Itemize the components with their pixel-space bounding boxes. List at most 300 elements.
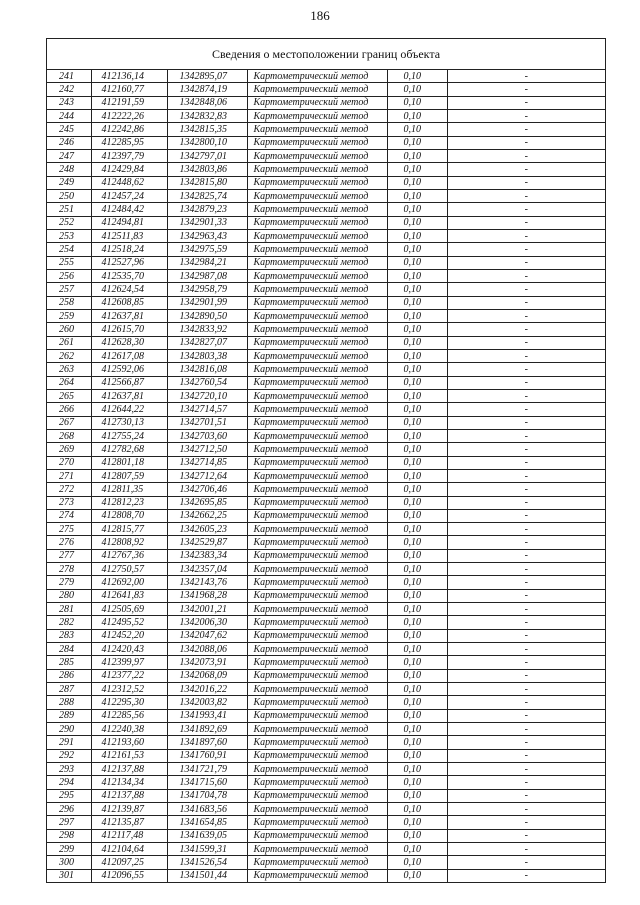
x-coordinate-cell: 412750,57 bbox=[91, 563, 167, 576]
accuracy-cell: 0,10 bbox=[387, 576, 447, 589]
y-coordinate-cell: 1342016,22 bbox=[167, 683, 247, 696]
table-row bbox=[47, 603, 605, 616]
table-row bbox=[47, 696, 605, 709]
y-coordinate-cell: 1342088,06 bbox=[167, 643, 247, 656]
method-cell: Картометрический метод bbox=[247, 296, 387, 309]
point-number-cell: 247 bbox=[47, 149, 91, 162]
coordinates-table bbox=[47, 70, 605, 882]
note-cell: - bbox=[447, 389, 605, 402]
x-coordinate-cell: 412566,87 bbox=[91, 376, 167, 389]
table-row bbox=[47, 70, 605, 83]
point-number-cell: 253 bbox=[47, 229, 91, 242]
y-coordinate-cell: 1341715,60 bbox=[167, 776, 247, 789]
method-cell: Картометрический метод bbox=[247, 549, 387, 562]
x-coordinate-cell: 412420,43 bbox=[91, 643, 167, 656]
point-number-cell: 281 bbox=[47, 603, 91, 616]
table-row bbox=[47, 576, 605, 589]
accuracy-cell: 0,10 bbox=[387, 216, 447, 229]
method-cell: Картометрический метод bbox=[247, 669, 387, 682]
x-coordinate-cell: 412637,81 bbox=[91, 309, 167, 322]
point-number-cell: 266 bbox=[47, 403, 91, 416]
accuracy-cell: 0,10 bbox=[387, 603, 447, 616]
y-coordinate-cell: 1341501,44 bbox=[167, 869, 247, 882]
accuracy-cell: 0,10 bbox=[387, 403, 447, 416]
note-cell: - bbox=[447, 669, 605, 682]
point-number-cell: 298 bbox=[47, 829, 91, 842]
y-coordinate-cell: 1342901,99 bbox=[167, 296, 247, 309]
accuracy-cell: 0,10 bbox=[387, 843, 447, 856]
point-number-cell: 273 bbox=[47, 496, 91, 509]
accuracy-cell: 0,10 bbox=[387, 376, 447, 389]
y-coordinate-cell: 1342815,35 bbox=[167, 123, 247, 136]
note-cell: - bbox=[447, 523, 605, 536]
y-coordinate-cell: 1342816,08 bbox=[167, 363, 247, 376]
method-cell: Картометрический метод bbox=[247, 323, 387, 336]
note-cell: - bbox=[447, 443, 605, 456]
note-cell: - bbox=[447, 789, 605, 802]
accuracy-cell: 0,10 bbox=[387, 763, 447, 776]
point-number-cell: 251 bbox=[47, 203, 91, 216]
x-coordinate-cell: 412484,42 bbox=[91, 203, 167, 216]
method-cell: Картометрический метод bbox=[247, 736, 387, 749]
point-number-cell: 243 bbox=[47, 96, 91, 109]
table-row bbox=[47, 229, 605, 242]
method-cell: Картометрический метод bbox=[247, 443, 387, 456]
note-cell: - bbox=[447, 109, 605, 122]
y-coordinate-cell: 1342605,23 bbox=[167, 523, 247, 536]
note-cell: - bbox=[447, 256, 605, 269]
table-row bbox=[47, 509, 605, 522]
x-coordinate-cell: 412457,24 bbox=[91, 189, 167, 202]
point-number-cell: 292 bbox=[47, 749, 91, 762]
y-coordinate-cell: 1341897,60 bbox=[167, 736, 247, 749]
x-coordinate-cell: 412242,86 bbox=[91, 123, 167, 136]
accuracy-cell: 0,10 bbox=[387, 176, 447, 189]
method-cell: Картометрический метод bbox=[247, 376, 387, 389]
note-cell: - bbox=[447, 296, 605, 309]
y-coordinate-cell: 1342958,79 bbox=[167, 283, 247, 296]
y-coordinate-cell: 1342073,91 bbox=[167, 656, 247, 669]
point-number-cell: 299 bbox=[47, 843, 91, 856]
x-coordinate-cell: 412397,79 bbox=[91, 149, 167, 162]
x-coordinate-cell: 412117,48 bbox=[91, 829, 167, 842]
x-coordinate-cell: 412495,52 bbox=[91, 616, 167, 629]
table-row bbox=[47, 709, 605, 722]
point-number-cell: 290 bbox=[47, 723, 91, 736]
accuracy-cell: 0,10 bbox=[387, 163, 447, 176]
accuracy-cell: 0,10 bbox=[387, 723, 447, 736]
point-number-cell: 260 bbox=[47, 323, 91, 336]
table-row bbox=[47, 203, 605, 216]
method-cell: Картометрический метод bbox=[247, 803, 387, 816]
point-number-cell: 285 bbox=[47, 656, 91, 669]
method-cell: Картометрический метод bbox=[247, 709, 387, 722]
accuracy-cell: 0,10 bbox=[387, 229, 447, 242]
accuracy-cell: 0,10 bbox=[387, 456, 447, 469]
y-coordinate-cell: 1342529,87 bbox=[167, 536, 247, 549]
table-row bbox=[47, 843, 605, 856]
accuracy-cell: 0,10 bbox=[387, 389, 447, 402]
method-cell: Картометрический метод bbox=[247, 683, 387, 696]
method-cell: Картометрический метод bbox=[247, 123, 387, 136]
accuracy-cell: 0,10 bbox=[387, 656, 447, 669]
x-coordinate-cell: 412137,88 bbox=[91, 763, 167, 776]
point-number-cell: 264 bbox=[47, 376, 91, 389]
accuracy-cell: 0,10 bbox=[387, 416, 447, 429]
method-cell: Картометрический метод bbox=[247, 829, 387, 842]
note-cell: - bbox=[447, 563, 605, 576]
method-cell: Картометрический метод bbox=[247, 70, 387, 83]
x-coordinate-cell: 412755,24 bbox=[91, 429, 167, 442]
table-row bbox=[47, 536, 605, 549]
note-cell: - bbox=[447, 803, 605, 816]
point-number-cell: 288 bbox=[47, 696, 91, 709]
table-row bbox=[47, 749, 605, 762]
point-number-cell: 282 bbox=[47, 616, 91, 629]
table-row bbox=[47, 349, 605, 362]
accuracy-cell: 0,10 bbox=[387, 309, 447, 322]
y-coordinate-cell: 1342001,21 bbox=[167, 603, 247, 616]
method-cell: Картометрический метод bbox=[247, 363, 387, 376]
accuracy-cell: 0,10 bbox=[387, 549, 447, 562]
method-cell: Картометрический метод bbox=[247, 856, 387, 869]
y-coordinate-cell: 1342068,09 bbox=[167, 669, 247, 682]
y-coordinate-cell: 1342760,54 bbox=[167, 376, 247, 389]
x-coordinate-cell: 412429,84 bbox=[91, 163, 167, 176]
x-coordinate-cell: 412494,81 bbox=[91, 216, 167, 229]
x-coordinate-cell: 412815,77 bbox=[91, 523, 167, 536]
accuracy-cell: 0,10 bbox=[387, 869, 447, 882]
table-row bbox=[47, 869, 605, 882]
method-cell: Картометрический метод bbox=[247, 789, 387, 802]
accuracy-cell: 0,10 bbox=[387, 109, 447, 122]
y-coordinate-cell: 1342006,30 bbox=[167, 616, 247, 629]
note-cell: - bbox=[447, 749, 605, 762]
x-coordinate-cell: 412104,64 bbox=[91, 843, 167, 856]
y-coordinate-cell: 1341599,31 bbox=[167, 843, 247, 856]
accuracy-cell: 0,10 bbox=[387, 483, 447, 496]
table-row bbox=[47, 243, 605, 256]
note-cell: - bbox=[447, 776, 605, 789]
point-number-cell: 293 bbox=[47, 763, 91, 776]
table-row bbox=[47, 669, 605, 682]
y-coordinate-cell: 1341760,91 bbox=[167, 749, 247, 762]
point-number-cell: 272 bbox=[47, 483, 91, 496]
method-cell: Картометрический метод bbox=[247, 229, 387, 242]
point-number-cell: 255 bbox=[47, 256, 91, 269]
table-row bbox=[47, 589, 605, 602]
y-coordinate-cell: 1342143,76 bbox=[167, 576, 247, 589]
table-row bbox=[47, 483, 605, 496]
table-row bbox=[47, 789, 605, 802]
table-row bbox=[47, 376, 605, 389]
x-coordinate-cell: 412767,36 bbox=[91, 549, 167, 562]
accuracy-cell: 0,10 bbox=[387, 149, 447, 162]
accuracy-cell: 0,10 bbox=[387, 496, 447, 509]
note-cell: - bbox=[447, 603, 605, 616]
y-coordinate-cell: 1342874,19 bbox=[167, 83, 247, 96]
method-cell: Картометрический метод bbox=[247, 749, 387, 762]
point-number-cell: 245 bbox=[47, 123, 91, 136]
point-number-cell: 252 bbox=[47, 216, 91, 229]
table-row bbox=[47, 163, 605, 176]
x-coordinate-cell: 412812,23 bbox=[91, 496, 167, 509]
point-number-cell: 286 bbox=[47, 669, 91, 682]
y-coordinate-cell: 1342895,07 bbox=[167, 70, 247, 83]
point-number-cell: 246 bbox=[47, 136, 91, 149]
y-coordinate-cell: 1342003,82 bbox=[167, 696, 247, 709]
accuracy-cell: 0,10 bbox=[387, 776, 447, 789]
accuracy-cell: 0,10 bbox=[387, 696, 447, 709]
y-coordinate-cell: 1342848,06 bbox=[167, 96, 247, 109]
x-coordinate-cell: 412592,06 bbox=[91, 363, 167, 376]
x-coordinate-cell: 412505,69 bbox=[91, 603, 167, 616]
y-coordinate-cell: 1341526,54 bbox=[167, 856, 247, 869]
table-row bbox=[47, 296, 605, 309]
accuracy-cell: 0,10 bbox=[387, 189, 447, 202]
table-row bbox=[47, 496, 605, 509]
y-coordinate-cell: 1342706,46 bbox=[167, 483, 247, 496]
note-cell: - bbox=[447, 829, 605, 842]
x-coordinate-cell: 412285,56 bbox=[91, 709, 167, 722]
point-number-cell: 296 bbox=[47, 803, 91, 816]
note-cell: - bbox=[447, 403, 605, 416]
accuracy-cell: 0,10 bbox=[387, 429, 447, 442]
point-number-cell: 294 bbox=[47, 776, 91, 789]
table-row bbox=[47, 723, 605, 736]
x-coordinate-cell: 412191,59 bbox=[91, 96, 167, 109]
method-cell: Картометрический метод bbox=[247, 456, 387, 469]
point-number-cell: 274 bbox=[47, 509, 91, 522]
x-coordinate-cell: 412801,18 bbox=[91, 456, 167, 469]
table-row bbox=[47, 403, 605, 416]
table-row bbox=[47, 776, 605, 789]
method-cell: Картометрический метод bbox=[247, 216, 387, 229]
x-coordinate-cell: 412312,52 bbox=[91, 683, 167, 696]
x-coordinate-cell: 412399,97 bbox=[91, 656, 167, 669]
note-cell: - bbox=[447, 629, 605, 642]
method-cell: Картометрический метод bbox=[247, 189, 387, 202]
table-row bbox=[47, 269, 605, 282]
note-cell: - bbox=[447, 149, 605, 162]
y-coordinate-cell: 1341654,85 bbox=[167, 816, 247, 829]
point-number-cell: 270 bbox=[47, 456, 91, 469]
method-cell: Картометрический метод bbox=[247, 243, 387, 256]
x-coordinate-cell: 412377,22 bbox=[91, 669, 167, 682]
note-cell: - bbox=[447, 843, 605, 856]
x-coordinate-cell: 412527,96 bbox=[91, 256, 167, 269]
y-coordinate-cell: 1341721,79 bbox=[167, 763, 247, 776]
note-cell: - bbox=[447, 483, 605, 496]
y-coordinate-cell: 1342832,83 bbox=[167, 109, 247, 122]
note-cell: - bbox=[447, 96, 605, 109]
x-coordinate-cell: 412617,08 bbox=[91, 349, 167, 362]
x-coordinate-cell: 412615,70 bbox=[91, 323, 167, 336]
method-cell: Картометрический метод bbox=[247, 576, 387, 589]
method-cell: Картометрический метод bbox=[247, 163, 387, 176]
x-coordinate-cell: 412137,88 bbox=[91, 789, 167, 802]
method-cell: Картометрический метод bbox=[247, 283, 387, 296]
table-row bbox=[47, 123, 605, 136]
x-coordinate-cell: 412452,20 bbox=[91, 629, 167, 642]
point-number-cell: 277 bbox=[47, 549, 91, 562]
x-coordinate-cell: 412295,30 bbox=[91, 696, 167, 709]
y-coordinate-cell: 1342987,08 bbox=[167, 269, 247, 282]
method-cell: Картометрический метод bbox=[247, 203, 387, 216]
note-cell: - bbox=[447, 189, 605, 202]
method-cell: Картометрический метод bbox=[247, 616, 387, 629]
y-coordinate-cell: 1342825,74 bbox=[167, 189, 247, 202]
table-row bbox=[47, 469, 605, 482]
y-coordinate-cell: 1341892,69 bbox=[167, 723, 247, 736]
table-row bbox=[47, 523, 605, 536]
point-number-cell: 283 bbox=[47, 629, 91, 642]
x-coordinate-cell: 412448,62 bbox=[91, 176, 167, 189]
method-cell: Картометрический метод bbox=[247, 843, 387, 856]
accuracy-cell: 0,10 bbox=[387, 363, 447, 376]
method-cell: Картометрический метод bbox=[247, 523, 387, 536]
point-number-cell: 284 bbox=[47, 643, 91, 656]
accuracy-cell: 0,10 bbox=[387, 669, 447, 682]
method-cell: Картометрический метод bbox=[247, 723, 387, 736]
table-row bbox=[47, 149, 605, 162]
note-cell: - bbox=[447, 336, 605, 349]
accuracy-cell: 0,10 bbox=[387, 269, 447, 282]
y-coordinate-cell: 1342975,59 bbox=[167, 243, 247, 256]
x-coordinate-cell: 412222,26 bbox=[91, 109, 167, 122]
y-coordinate-cell: 1342984,21 bbox=[167, 256, 247, 269]
method-cell: Картометрический метод bbox=[247, 869, 387, 882]
accuracy-cell: 0,10 bbox=[387, 349, 447, 362]
table-row bbox=[47, 856, 605, 869]
table-row bbox=[47, 736, 605, 749]
y-coordinate-cell: 1342720,10 bbox=[167, 389, 247, 402]
y-coordinate-cell: 1342383,34 bbox=[167, 549, 247, 562]
note-cell: - bbox=[447, 496, 605, 509]
y-coordinate-cell: 1342963,43 bbox=[167, 229, 247, 242]
note-cell: - bbox=[447, 269, 605, 282]
accuracy-cell: 0,10 bbox=[387, 643, 447, 656]
y-coordinate-cell: 1341639,05 bbox=[167, 829, 247, 842]
table-row bbox=[47, 336, 605, 349]
accuracy-cell: 0,10 bbox=[387, 749, 447, 762]
table-row bbox=[47, 443, 605, 456]
table-row bbox=[47, 216, 605, 229]
method-cell: Картометрический метод bbox=[247, 563, 387, 576]
point-number-cell: 244 bbox=[47, 109, 91, 122]
accuracy-cell: 0,10 bbox=[387, 816, 447, 829]
point-number-cell: 265 bbox=[47, 389, 91, 402]
accuracy-cell: 0,10 bbox=[387, 856, 447, 869]
table-row bbox=[47, 136, 605, 149]
method-cell: Картометрический метод bbox=[247, 336, 387, 349]
note-cell: - bbox=[447, 323, 605, 336]
point-number-cell: 289 bbox=[47, 709, 91, 722]
table-row bbox=[47, 363, 605, 376]
method-cell: Картометрический метод bbox=[247, 816, 387, 829]
method-cell: Картометрический метод bbox=[247, 696, 387, 709]
note-cell: - bbox=[447, 309, 605, 322]
accuracy-cell: 0,10 bbox=[387, 683, 447, 696]
note-cell: - bbox=[447, 869, 605, 882]
method-cell: Картометрический метод bbox=[247, 83, 387, 96]
point-number-cell: 242 bbox=[47, 83, 91, 96]
x-coordinate-cell: 412136,14 bbox=[91, 70, 167, 83]
table-row bbox=[47, 816, 605, 829]
method-cell: Картометрический метод bbox=[247, 149, 387, 162]
method-cell: Картометрический метод bbox=[247, 776, 387, 789]
accuracy-cell: 0,10 bbox=[387, 509, 447, 522]
point-number-cell: 278 bbox=[47, 563, 91, 576]
table-row bbox=[47, 416, 605, 429]
accuracy-cell: 0,10 bbox=[387, 283, 447, 296]
accuracy-cell: 0,10 bbox=[387, 563, 447, 576]
note-cell: - bbox=[447, 856, 605, 869]
point-number-cell: 268 bbox=[47, 429, 91, 442]
accuracy-cell: 0,10 bbox=[387, 709, 447, 722]
y-coordinate-cell: 1342800,10 bbox=[167, 136, 247, 149]
accuracy-cell: 0,10 bbox=[387, 803, 447, 816]
point-number-cell: 287 bbox=[47, 683, 91, 696]
accuracy-cell: 0,10 bbox=[387, 629, 447, 642]
y-coordinate-cell: 1342714,85 bbox=[167, 456, 247, 469]
x-coordinate-cell: 412097,25 bbox=[91, 856, 167, 869]
note-cell: - bbox=[447, 736, 605, 749]
method-cell: Картометрический метод bbox=[247, 429, 387, 442]
table-row bbox=[47, 563, 605, 576]
point-number-cell: 295 bbox=[47, 789, 91, 802]
y-coordinate-cell: 1342357,04 bbox=[167, 563, 247, 576]
point-number-cell: 301 bbox=[47, 869, 91, 882]
table-row bbox=[47, 176, 605, 189]
note-cell: - bbox=[447, 589, 605, 602]
accuracy-cell: 0,10 bbox=[387, 323, 447, 336]
note-cell: - bbox=[447, 70, 605, 83]
note-cell: - bbox=[447, 363, 605, 376]
note-cell: - bbox=[447, 616, 605, 629]
method-cell: Картометрический метод bbox=[247, 309, 387, 322]
x-coordinate-cell: 412644,22 bbox=[91, 403, 167, 416]
accuracy-cell: 0,10 bbox=[387, 469, 447, 482]
x-coordinate-cell: 412139,87 bbox=[91, 803, 167, 816]
point-number-cell: 267 bbox=[47, 416, 91, 429]
x-coordinate-cell: 412193,60 bbox=[91, 736, 167, 749]
method-cell: Картометрический метод bbox=[247, 109, 387, 122]
y-coordinate-cell: 1342047,62 bbox=[167, 629, 247, 642]
accuracy-cell: 0,10 bbox=[387, 96, 447, 109]
method-cell: Картометрический метод bbox=[247, 96, 387, 109]
point-number-cell: 300 bbox=[47, 856, 91, 869]
x-coordinate-cell: 412285,95 bbox=[91, 136, 167, 149]
table-row bbox=[47, 683, 605, 696]
note-cell: - bbox=[447, 283, 605, 296]
method-cell: Картометрический метод bbox=[247, 763, 387, 776]
table-row bbox=[47, 616, 605, 629]
x-coordinate-cell: 412624,54 bbox=[91, 283, 167, 296]
method-cell: Картометрический метод bbox=[247, 403, 387, 416]
note-cell: - bbox=[447, 709, 605, 722]
point-number-cell: 256 bbox=[47, 269, 91, 282]
y-coordinate-cell: 1341683,56 bbox=[167, 803, 247, 816]
note-cell: - bbox=[447, 549, 605, 562]
point-number-cell: 258 bbox=[47, 296, 91, 309]
y-coordinate-cell: 1342714,57 bbox=[167, 403, 247, 416]
method-cell: Картометрический метод bbox=[247, 136, 387, 149]
y-coordinate-cell: 1342703,60 bbox=[167, 429, 247, 442]
y-coordinate-cell: 1342815,80 bbox=[167, 176, 247, 189]
table-body bbox=[47, 70, 605, 882]
method-cell: Картометрический метод bbox=[247, 416, 387, 429]
